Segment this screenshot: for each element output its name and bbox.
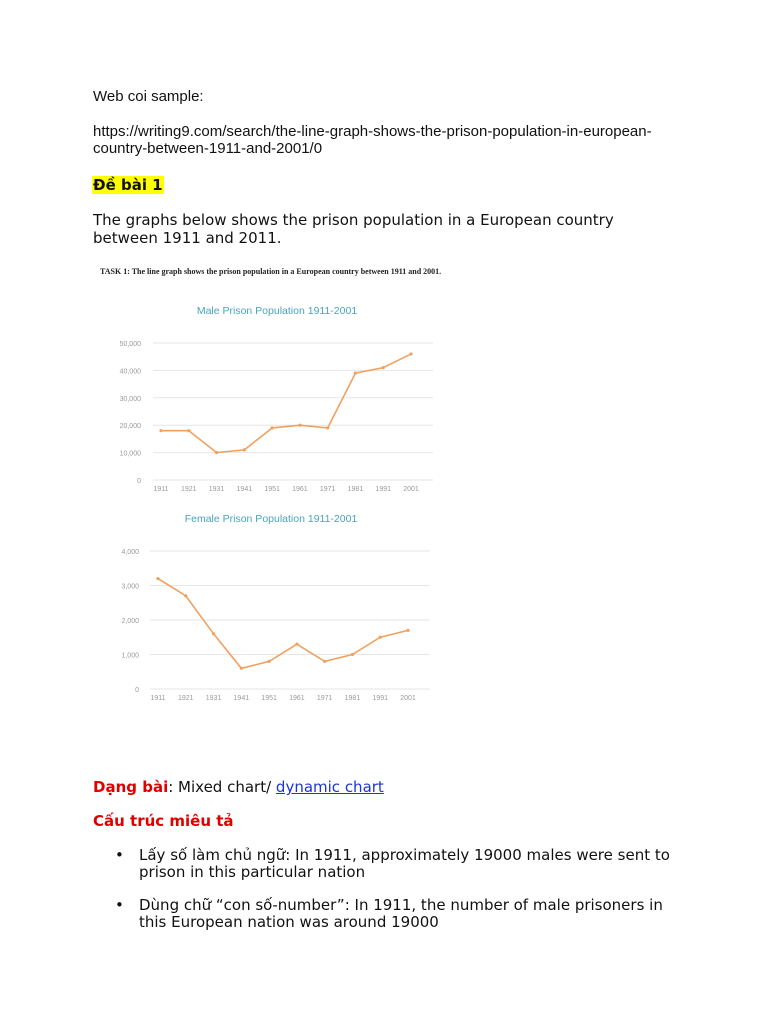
x-tick-label: 1931 <box>208 486 225 493</box>
data-point <box>184 594 187 597</box>
x-tick-label: 1981 <box>344 695 361 702</box>
chart-type-value: Mixed chart/ <box>173 778 276 796</box>
y-tick-label: 40,000 <box>119 368 141 376</box>
source-label: Web coi sample: <box>93 88 204 105</box>
y-tick-label: 20,000 <box>119 423 141 431</box>
structure-heading: Cấu trúc miêu tả <box>93 812 234 830</box>
data-point <box>326 426 329 429</box>
x-tick-label: 1951 <box>264 486 280 493</box>
x-tick-label: 1921 <box>180 486 197 493</box>
data-point <box>215 451 218 454</box>
y-tick-label: 0 <box>137 478 141 485</box>
y-tick-label: 1,000 <box>121 652 139 660</box>
data-point <box>187 429 190 432</box>
y-tick-label: 30,000 <box>119 395 141 403</box>
x-tick-label: 1991 <box>372 695 389 702</box>
y-tick-label: 0 <box>135 687 139 694</box>
x-tick-label: 1941 <box>233 695 250 702</box>
x-tick-label: 2001 <box>400 695 416 702</box>
x-tick-label: 1971 <box>316 695 333 702</box>
data-point <box>268 660 271 663</box>
series-line <box>161 354 411 453</box>
x-tick-label: 2001 <box>403 486 419 493</box>
bullet-text: Lấy số làm chủ ngữ: In 1911, approximately 19000 males were sent to prison in this particular nation <box>139 846 670 881</box>
data-point <box>271 426 274 429</box>
x-tick-label: 1971 <box>319 486 336 493</box>
list-item <box>93 897 679 931</box>
x-tick-label: 1991 <box>375 486 392 493</box>
task-figure <box>93 262 453 712</box>
task-heading-text: Đề bài 1 <box>93 176 163 194</box>
y-tick-label: 4,000 <box>121 549 139 556</box>
data-point <box>406 629 409 632</box>
y-tick-label: 2,000 <box>121 618 139 625</box>
task-prompt: The graphs below shows the prison population in a European country between 1911 and 2011. <box>93 211 614 247</box>
x-tick-label: 1961 <box>289 695 305 702</box>
bullet-icon: • <box>115 896 124 914</box>
data-point <box>351 653 354 656</box>
chart-type-label: Dạng bài <box>93 778 169 796</box>
data-point <box>323 660 326 663</box>
list-item <box>93 847 679 881</box>
data-point <box>354 372 357 375</box>
x-tick-label: 1921 <box>177 695 194 702</box>
y-tick-label: 10,000 <box>119 450 141 458</box>
bullet-icon: • <box>115 846 124 864</box>
structure-list <box>93 847 679 947</box>
x-tick-label: 1981 <box>347 486 364 493</box>
chart-type-line <box>93 778 384 796</box>
charts-svg <box>93 262 453 712</box>
data-point <box>156 577 159 580</box>
data-point <box>409 352 412 355</box>
y-tick-label: 3,000 <box>121 583 139 591</box>
data-point <box>298 424 301 427</box>
data-point <box>382 366 385 369</box>
x-tick-label: 1961 <box>292 486 308 493</box>
data-point <box>159 429 162 432</box>
data-point <box>212 632 215 635</box>
data-point <box>379 636 382 639</box>
y-tick-label: 50,000 <box>119 341 141 348</box>
chart-title: Female Prison Population 1911-2001 <box>184 513 358 525</box>
data-point <box>243 448 246 451</box>
data-point <box>295 643 298 646</box>
chart-type-colon: : <box>168 778 174 796</box>
x-tick-label: 1911 <box>153 486 169 493</box>
bullet-text: Dùng chữ “con số-number”: In 1911, the number of male prisoners in this European nation was around 19000 <box>139 896 663 931</box>
task-heading <box>92 175 164 194</box>
dynamic-chart-link[interactable]: dynamic chart <box>275 778 384 796</box>
x-tick-label: 1911 <box>150 695 166 702</box>
chart-title: Male Prison Population 1911-2001 <box>196 305 358 317</box>
x-tick-label: 1941 <box>236 486 253 493</box>
x-tick-label: 1951 <box>261 695 277 702</box>
figure-caption: TASK 1: The line graph shows the prison population in a European country between 1911 and 2001. <box>100 267 442 276</box>
data-point <box>240 667 243 670</box>
source-url[interactable]: https://writing9.com/search/the-line-graph-shows-the-prison-population-in-european-country-between-1911-and-2001/0 <box>93 123 652 157</box>
x-tick-label: 1931 <box>205 695 222 702</box>
